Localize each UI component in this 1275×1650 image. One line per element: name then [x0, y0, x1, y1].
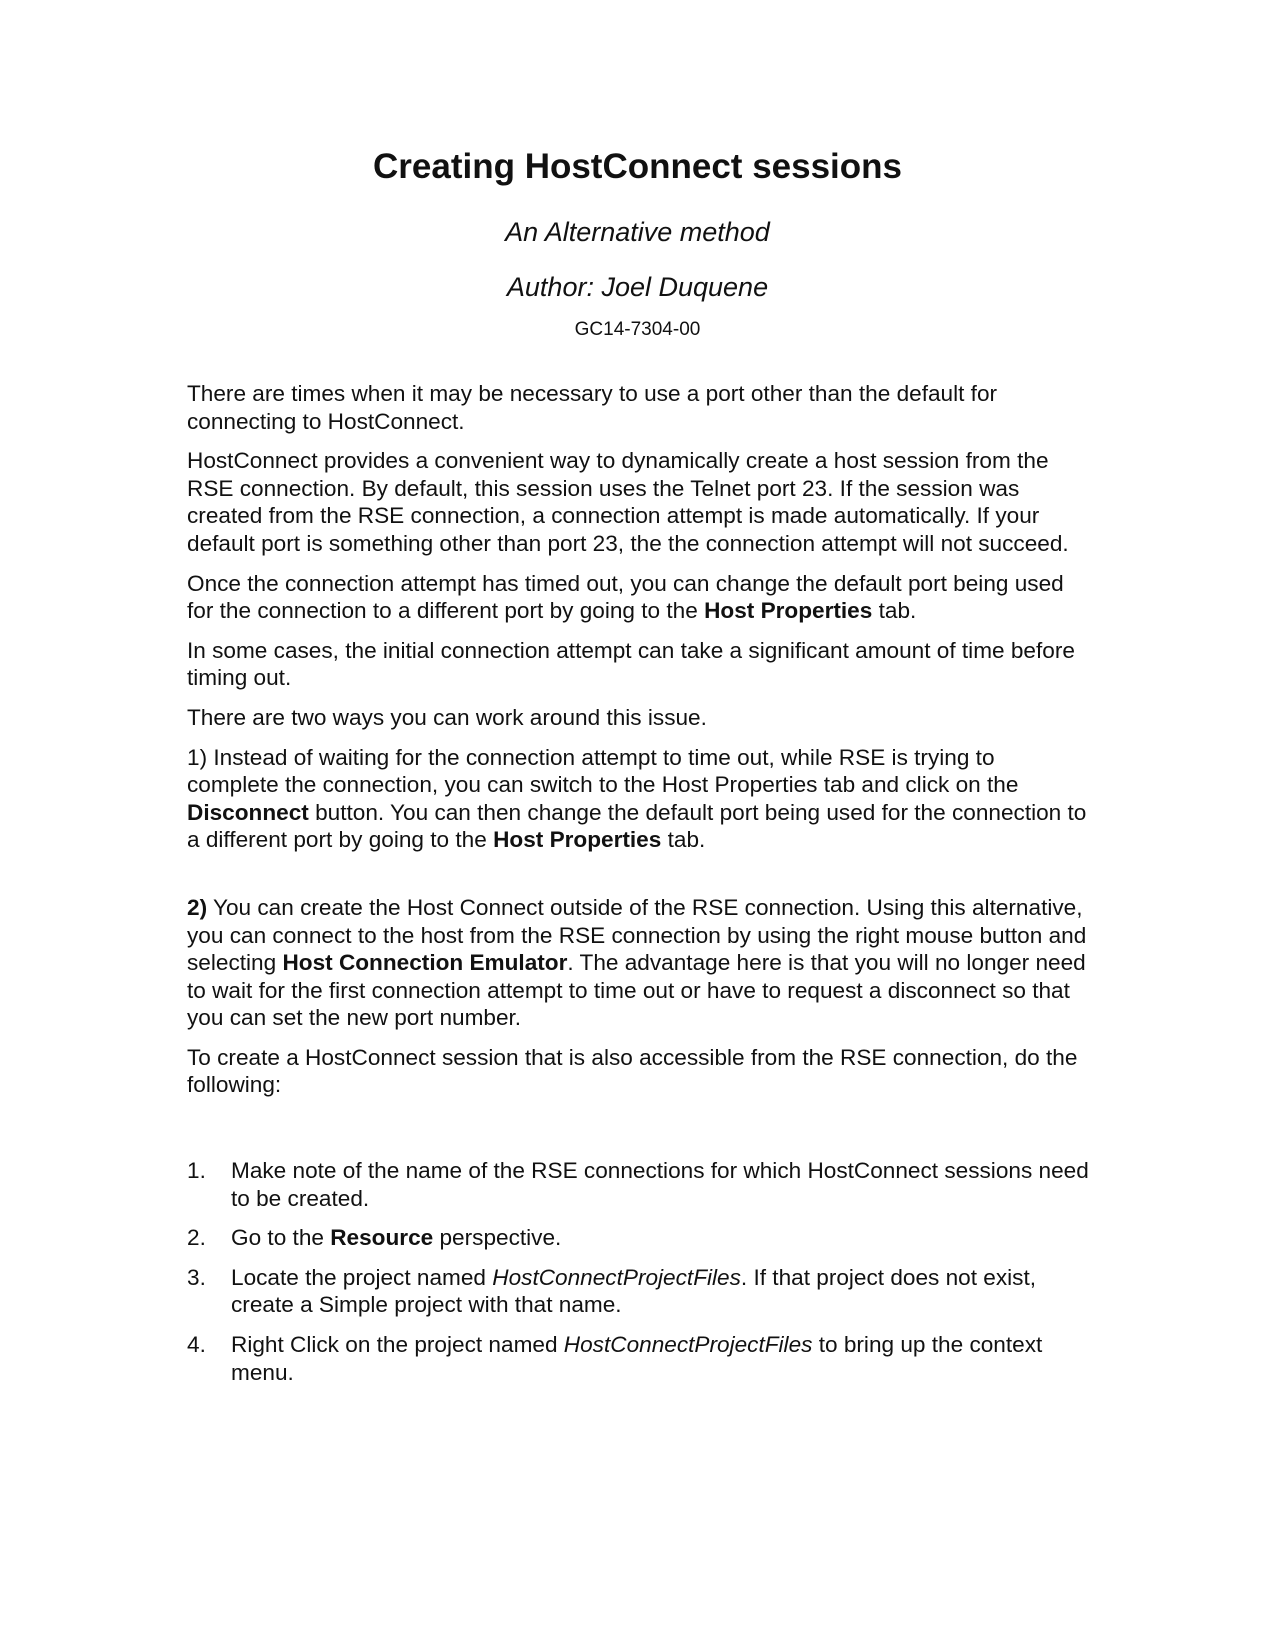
step-number: 2. — [187, 1225, 206, 1251]
paragraph-two-ways: There are two ways you can work around this issue. — [187, 704, 707, 730]
bold-option-number: 2) — [187, 894, 208, 920]
paragraph-default-port: HostConnect provides a convenient way to dynamically create a host session from the RSE connection. By default, this session uses the Telnet port 23. If the session was created from the RSE connection, a connection attempt is made automatically. If your default port is something other than port 23, the the connection attempt will not succeed. — [187, 448, 1069, 556]
text-span: tab. — [661, 827, 706, 853]
step-number: 1. — [187, 1158, 206, 1184]
step-text: Make note of the name of the RSE connections for which HostConnect sessions need to be created. — [231, 1158, 1089, 1211]
document-body — [187, 380, 1092, 1398]
list-item — [187, 1264, 1092, 1319]
step-number: 4. — [187, 1332, 206, 1358]
paragraph-timeout — [187, 570, 1092, 625]
paragraph-option-2 — [187, 894, 1092, 1032]
document-subtitle: An Alternative method — [505, 217, 770, 247]
text-span: Once the connection attempt has timed out, you can change the default port being used for the connection to a different port by going to the — [187, 570, 1064, 624]
paragraph-steps-intro: To create a HostConnect session that is also accessible from the RSE connection, do the following: — [187, 1044, 1078, 1098]
text-span: Right Click on the project named — [231, 1332, 564, 1358]
document-id: GC14-7304-00 — [574, 319, 701, 340]
text-span: . If that project does not exist, create a Simple project with that name. — [231, 1264, 1037, 1318]
list-item — [187, 1224, 1092, 1252]
list-item — [187, 1157, 1092, 1212]
bold-resource: Resource — [330, 1225, 434, 1251]
text-span: You can create the Host Connect outside of the RSE connection. Using this alternative, you can connect to the host from the RSE connection by using the right mouse button and selecting — [187, 894, 1087, 976]
text-span: perspective. — [433, 1225, 562, 1251]
steps-list — [187, 1157, 1092, 1386]
text-span: to bring up the context menu. — [231, 1332, 1043, 1385]
document-author: Author: Joel Duquene — [506, 272, 769, 302]
bold-disconnect: Disconnect — [187, 799, 309, 825]
paragraph-option-1 — [187, 744, 1092, 854]
italic-project-name: HostConnectProjectFiles — [563, 1332, 813, 1358]
bold-host-properties: Host Properties — [704, 598, 873, 624]
text-span: 1) Instead of waiting for the connection attempt to time out, while RSE is trying to complete the connection, you can switch to the Host Properties tab and click on the — [187, 744, 1019, 798]
text-span: . The advantage here is that you will no longer need to wait for the first connection attempt to time out or have to request a disconnect so that you can set the new port number. — [187, 950, 1086, 1031]
bold-host-properties: Host Properties — [493, 827, 662, 853]
list-item — [187, 1331, 1092, 1386]
text-span: Locate the project named — [231, 1264, 493, 1290]
italic-project-name: HostConnectProjectFiles — [492, 1264, 741, 1290]
document-title: Creating HostConnect sessions — [373, 147, 902, 186]
text-span: Go to the — [231, 1225, 331, 1251]
text-span: button. You can then change the default port being used for the connection to a different port by going to the — [187, 799, 1087, 853]
bold-host-connection-emulator: Host Connection Emulator — [282, 950, 568, 976]
paragraph-significant-time: In some cases, the initial connection attempt can take a significant amount of time before timing out. — [187, 637, 1075, 691]
paragraph-intro: There are times when it may be necessary to use a port other than the default for connecting to HostConnect. — [187, 381, 998, 434]
text-span: tab. — [872, 598, 917, 624]
step-number: 3. — [187, 1264, 206, 1290]
